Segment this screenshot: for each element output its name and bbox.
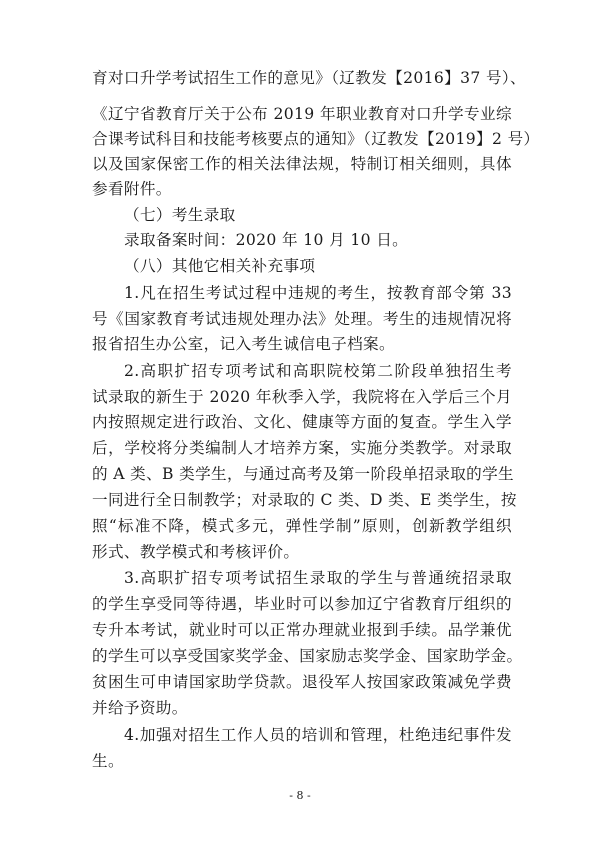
text-line: 报省招生办公室，记入考生诚信电子档案。: [92, 335, 395, 353]
text-line: 贫困生可申请国家助学贷款。退役军人按国家政策减免学费: [92, 673, 512, 691]
text-line: 的 A 类、B 类学生，与通过高考及第一阶段单招录取的学生: [92, 465, 514, 483]
text-line: 专升本考试，就业时可以正常办理就业报到手续。品学兼优: [92, 621, 512, 639]
text-line: 的学生享受同等待遇，毕业时可以参加辽宁省教育厅组织的: [92, 595, 512, 613]
text-line: 并给予资助。: [92, 699, 188, 717]
text-line: 参看附件。: [92, 180, 172, 198]
text-line: 号《国家教育考试违规处理办法》处理。考生的违规情况将: [92, 310, 512, 328]
text-line: 一同进行全日制教学；对录取的 C 类、D 类、E 类学生，按: [92, 491, 517, 509]
text-line: 3.高职扩招专项考试招生录取的学生与普通统招录取: [124, 569, 512, 587]
text-line: 育对口升学考试招生工作的意见》（辽教发【2016】37 号）、: [92, 69, 526, 87]
text-line: 以及国家保密工作的相关法律法规，特制订相关细则，具体: [92, 155, 512, 173]
text-line: 内按照规定进行政治、文化、健康等方面的复查。学生入学: [92, 413, 512, 431]
text-line: 照“标准不降，模式多元，弹性学制”原则，创新教学组织: [92, 517, 512, 535]
text-line: 试录取的新生于 2020 年秋季入学，我院将在入学后三个月: [92, 388, 512, 406]
text-line: 《辽宁省教育厅关于公布 2019 年职业教育对口升学专业综: [92, 105, 512, 123]
text-line: 4.加强对招生工作人员的培训和管理，杜绝违纪事件发: [124, 726, 512, 744]
text-line: 的学生可以享受国家奖学金、国家励志奖学金、国家助学金。: [92, 647, 523, 665]
section-heading: （八）其他它相关补充事项: [124, 257, 316, 275]
text-line: 合课考试科目和技能考核要点的通知》（辽教发【2019】2 号）: [92, 130, 540, 148]
text-line: 1.凡在招生考试过程中违规的考生，按教育部令第 33: [124, 284, 512, 302]
text-line: 后，学校将分类编制人才培养方案，实施分类教学。对录取: [92, 439, 512, 457]
page-number: - 8 -: [289, 789, 311, 802]
text-line: 2.高职扩招专项考试和高职院校第二阶段单独招生考: [124, 362, 512, 380]
text-line: 形式、教学模式和考核评价。: [92, 543, 300, 561]
section-heading: （七）考生录取: [124, 206, 236, 224]
text-line: 录取备案时间：2020 年 10 月 10 日。: [124, 231, 409, 249]
text-line: 生。: [92, 752, 124, 770]
